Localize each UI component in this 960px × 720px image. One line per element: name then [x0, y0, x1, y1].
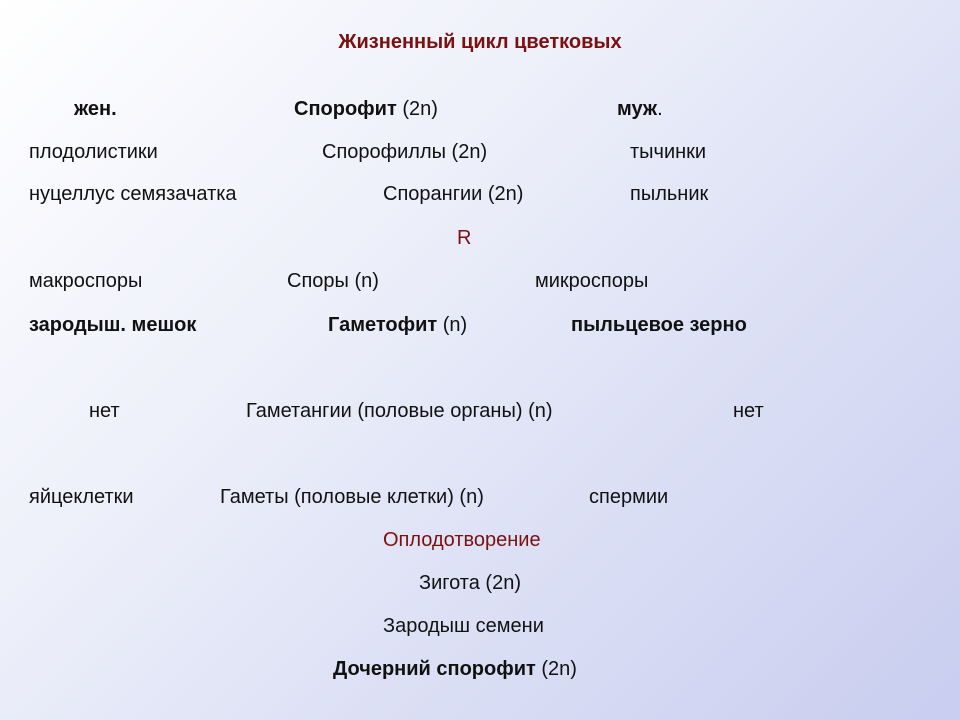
pollen-grain-text: пыльцевое зерно: [571, 314, 747, 336]
male-label: [617, 97, 663, 121]
gametophyte-heading-bold: Гаметофит: [328, 314, 438, 336]
seed-embryo-text: Зародыш семени: [383, 615, 544, 637]
nucellus-text: нуцеллус семязачатка: [29, 183, 237, 205]
meiosis-marker: R: [457, 227, 472, 249]
sporophylls-text: Спорофиллы (2n): [322, 141, 488, 163]
sporophyte-heading: [294, 97, 438, 121]
gametophyte-heading-ploidy: (n): [437, 314, 468, 336]
carpels-text: плодолистики: [29, 141, 158, 163]
gametes-text: Гаметы (половые клетки) (n): [220, 486, 484, 508]
embryo-sac-text: зародыш. мешок: [29, 314, 197, 336]
anther-text: пыльник: [630, 183, 709, 205]
megaspores-text: макроспоры: [29, 270, 143, 292]
sporophyte-heading-bold: Спорофит: [294, 98, 397, 120]
daughter-sporophyte-ploidy: (2n): [535, 658, 577, 680]
stamens-text: тычинки: [630, 141, 707, 163]
female-label: жен.: [74, 98, 117, 120]
daughter-sporophyte-bold: Дочерний спорофит: [333, 658, 536, 680]
daughter-sporophyte: [333, 657, 577, 681]
gametangia-none-female: нет: [89, 400, 120, 422]
zygote-text: Зигота (2n): [419, 572, 521, 594]
fertilization-text: Оплодотворение: [383, 529, 541, 551]
spores-text: Споры (n): [287, 270, 379, 292]
male-label-bold: муж: [617, 98, 658, 120]
gametangia-text: Гаметангии (половые органы) (n): [246, 400, 553, 422]
slide-title: Жизненный цикл цветковых: [338, 31, 622, 53]
sporophyte-heading-ploidy: (2n): [396, 98, 438, 120]
egg-cells-text: яйцеклетки: [29, 486, 134, 508]
gametophyte-heading: [328, 313, 467, 337]
sporangia-text: Спорангии (2n): [383, 183, 524, 205]
sperm-text: спермии: [589, 486, 669, 508]
male-label-dot: .: [657, 98, 663, 120]
microspores-text: микроспоры: [535, 270, 649, 292]
gametangia-none-male: нет: [733, 400, 764, 422]
